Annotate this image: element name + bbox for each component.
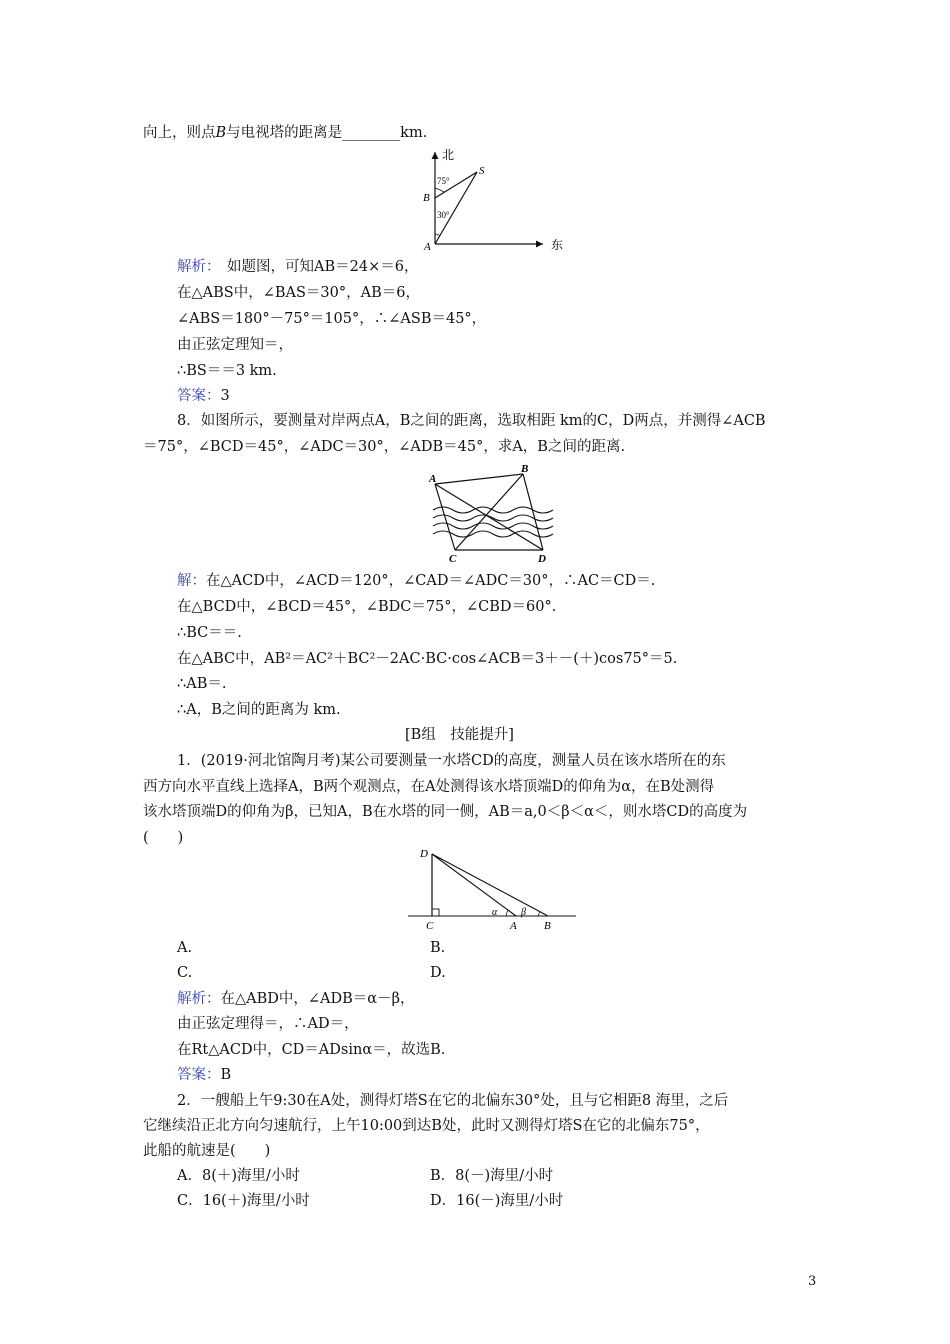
triangulation-lines xyxy=(435,474,543,550)
solution-text: 在△ABD中，∠ADB＝α－β， xyxy=(220,991,415,1007)
solution-line xyxy=(177,988,414,1010)
solution-line: 如题图，可知AB＝24×＝6， xyxy=(227,259,419,275)
right-angle-mark xyxy=(432,909,439,916)
page-number: 3 xyxy=(808,1274,817,1289)
solution-head: 解析： xyxy=(177,991,221,1007)
answer-line xyxy=(177,1064,231,1086)
solution-line: ∴BS＝＝3 km. xyxy=(177,363,277,379)
solution-line: 在△BCD中，∠BCD＝45°，∠BDC＝75°，∠CBD＝60°. xyxy=(177,599,557,615)
angle-arc-alpha xyxy=(506,910,508,916)
problem-b1-line: ( ) xyxy=(143,830,184,846)
label-B: B xyxy=(521,463,529,475)
solution-line: ∴BC＝＝. xyxy=(177,625,242,641)
problem-b2-line: 它继续沿正北方向匀速航行，上午10:00到达B处，此时又测得灯塔S在它的北偏东75°， xyxy=(143,1118,710,1134)
option-D: D．16(－)海里/小时 xyxy=(430,1193,564,1209)
label-beta: β xyxy=(521,907,526,918)
sight-line-DA xyxy=(432,854,516,916)
solution-line xyxy=(177,570,655,592)
label-east: 东 xyxy=(551,238,564,252)
navigation-figure xyxy=(415,146,575,256)
option-A: A．8(＋)海里/小时 xyxy=(177,1168,300,1184)
angle-arc-30 xyxy=(435,234,440,236)
label-C: C xyxy=(449,553,457,565)
problem-b1-line: 1．(2019·河北馆陶月考)某公司要测量一水塔CD的高度，测量人员在该水塔所在的东 xyxy=(177,753,726,769)
label-angle-75: 75° xyxy=(437,176,450,186)
label-C: C xyxy=(426,920,434,932)
problem-8-line: ＝75°，∠BCD＝45°，∠ADC＝30°，∠ADB＝45°，求A，B之间的距离. xyxy=(143,439,626,455)
solution-line: ∠ABS＝180°－75°＝105°，∴∠ASB＝45°， xyxy=(177,311,487,327)
problem-b2-line: 此船的航速是( ) xyxy=(143,1143,271,1159)
label-B: B xyxy=(423,192,430,204)
answer-head: 答案： xyxy=(177,388,221,404)
problem-b2-line: 2．一艘船上午9:30在A处，测得灯塔S在它的北偏东30°处，且与它相距8 海里，之后 xyxy=(177,1093,729,1109)
text-fragment: 向上，则点 xyxy=(143,125,216,141)
text-fragment: 与电视塔的距离是________km. xyxy=(226,125,428,141)
solution-line: 在△ABS中，∠BAS＝30°，AB＝6， xyxy=(177,285,420,301)
solution-line: ∴AB＝. xyxy=(177,676,227,692)
solution-head: 解： xyxy=(177,573,206,589)
label-D: D xyxy=(538,553,546,565)
option-B: B. xyxy=(430,940,446,956)
problem-b1-line: 该水塔顶端D的仰角为β，已知A，B在水塔的同一侧，AB＝a,0＜β＜α＜，则水塔CD的高度为 xyxy=(143,804,748,820)
sight-line-DB xyxy=(432,854,548,916)
solution-line: 由正弦定理知＝， xyxy=(177,337,293,353)
problem-b1-line: 西方向水平直线上选择A，B两个观测点，在A处测得该水塔顶端D的仰角为α，在B处测得 xyxy=(143,779,715,795)
label-A: A xyxy=(424,241,431,253)
label-A: A xyxy=(429,473,437,485)
solution-line: 由正弦定理得＝，∴AD＝， xyxy=(177,1016,359,1032)
option-C: C．16(＋)海里/小时 xyxy=(177,1193,310,1209)
label-B: B xyxy=(544,920,551,932)
problem-8-line: 8．如图所示，要测量对岸两点A，B之间的距离，选取相距 km的C，D两点，并测得∠ACB xyxy=(177,413,766,429)
tower-figure xyxy=(408,846,578,934)
option-D: D. xyxy=(430,965,446,981)
label-angle-30: 30° xyxy=(437,210,450,220)
label-D: D xyxy=(420,848,428,860)
prev-problem-line xyxy=(143,122,427,144)
label-S: S xyxy=(479,165,485,177)
answer-value: B xyxy=(220,1067,232,1083)
solution-line: ∴A，B之间的距离为 km. xyxy=(177,702,341,718)
angle-arc-75 xyxy=(435,188,444,192)
angle-arc-beta xyxy=(538,912,540,916)
river-waves xyxy=(433,507,553,537)
label-north: 北 xyxy=(442,148,455,162)
section-title: [B组 技能提升] xyxy=(405,727,514,743)
solution-line: 在Rt△ACD中，CD＝ADsinα＝，故选B. xyxy=(177,1042,446,1058)
solution-head: 解析： xyxy=(177,259,221,275)
label-A: A xyxy=(510,920,517,932)
answer-head: 答案： xyxy=(177,1067,221,1083)
option-C: C. xyxy=(177,965,193,981)
solution-line: 在△ABC中，AB²＝AC²＋BC²－2AC·BC·cos∠ACB＝3＋－(＋)cos75°＝5. xyxy=(177,651,678,667)
answer-line xyxy=(177,385,230,407)
river-figure xyxy=(425,462,555,567)
solution-text: 在△ACD中，∠ACD＝120°，∠CAD＝∠ADC＝30°，∴AC＝CD＝. xyxy=(206,573,656,589)
point-label: B xyxy=(215,125,227,141)
answer-value: 3 xyxy=(220,388,230,404)
option-B: B．8(－)海里/小时 xyxy=(430,1168,554,1184)
option-A: A. xyxy=(177,940,193,956)
label-alpha: α xyxy=(492,907,498,918)
